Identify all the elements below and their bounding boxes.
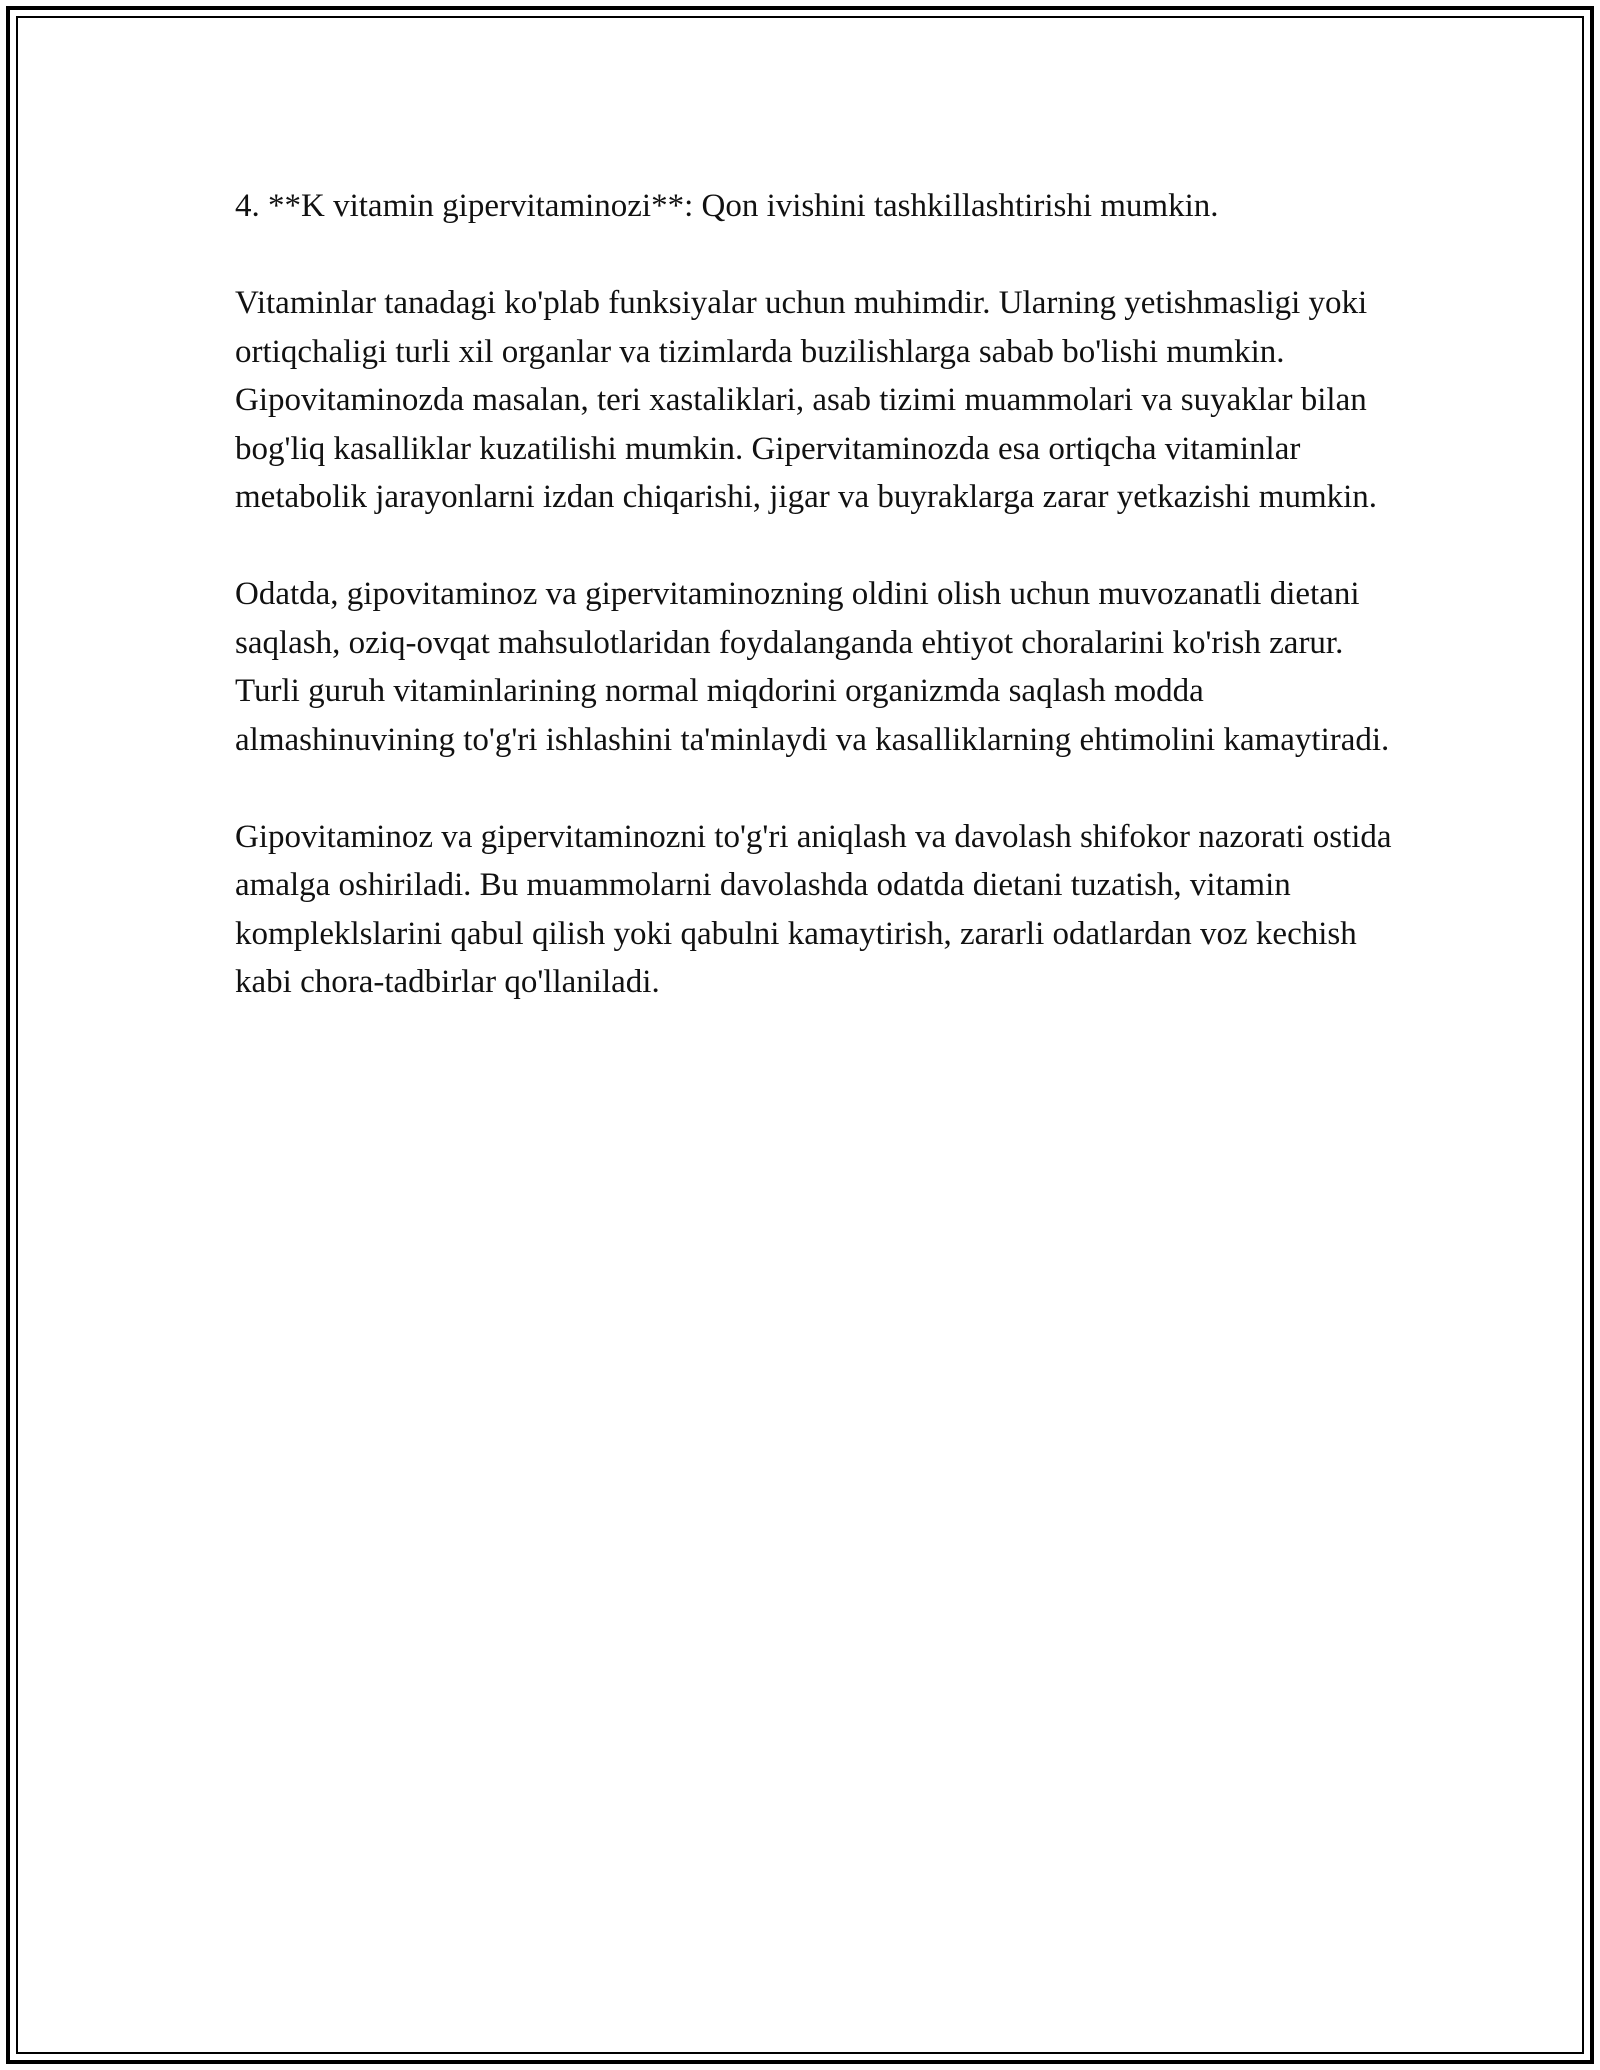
document-body [235,182,1415,1055]
list-item-k-vitamin: 4. **K vitamin gipervitaminozi**: Qon ivishini tashkillashtirishi mumkin. [235,188,1219,224]
paragraph-treatment: Gipovitaminoz va gipervitaminozni to'g'ri aniqlash va davolash shifokor nazorati ostida amalga oshiriladi. Bu muammolarni davolashda odatda dietani tuzatish, vitamin kompleklslarini qabul qilish yoki qabulni kamaytirish, zararli odatlardan voz kechish kabi chora-tadbirlar qo'llaniladi. [235,818,1392,1000]
paragraph-vitamin-functions: Vitaminlar tanadagi ko'plab funksiyalar uchun muhimdir. Ularning yetishmasligi yoki ortiqchaligi turli xil organlar va tizimlarda buzilishlarga sabab bo'lishi mumkin. Gipovitaminozda masalan, teri xastaliklari, asab tizimi muammolari va suyaklar bilan bog'liq kasalliklar kuzatilishi mumkin. Gipervitaminozda esa ortiqcha vitaminlar metabolik jarayonlarni izdan chiqarishi, jigar va buyraklarga zarar yetkazishi mumkin. [235,285,1378,515]
paragraph-prevention: Odatda, gipovitaminoz va gipervitaminozning oldini olish uchun muvozanatli dietani saqlash, oziq-ovqat mahsulotlaridan foydalanganda ehtiyot choralarini ko'rish zarur. Turli guruh vitaminlarining normal miqdorini organizmda saqlash modda almashinuvining to'g'ri ishlashini ta'minlaydi va kasalliklarning ehtimolini kamaytiradi. [235,576,1390,758]
